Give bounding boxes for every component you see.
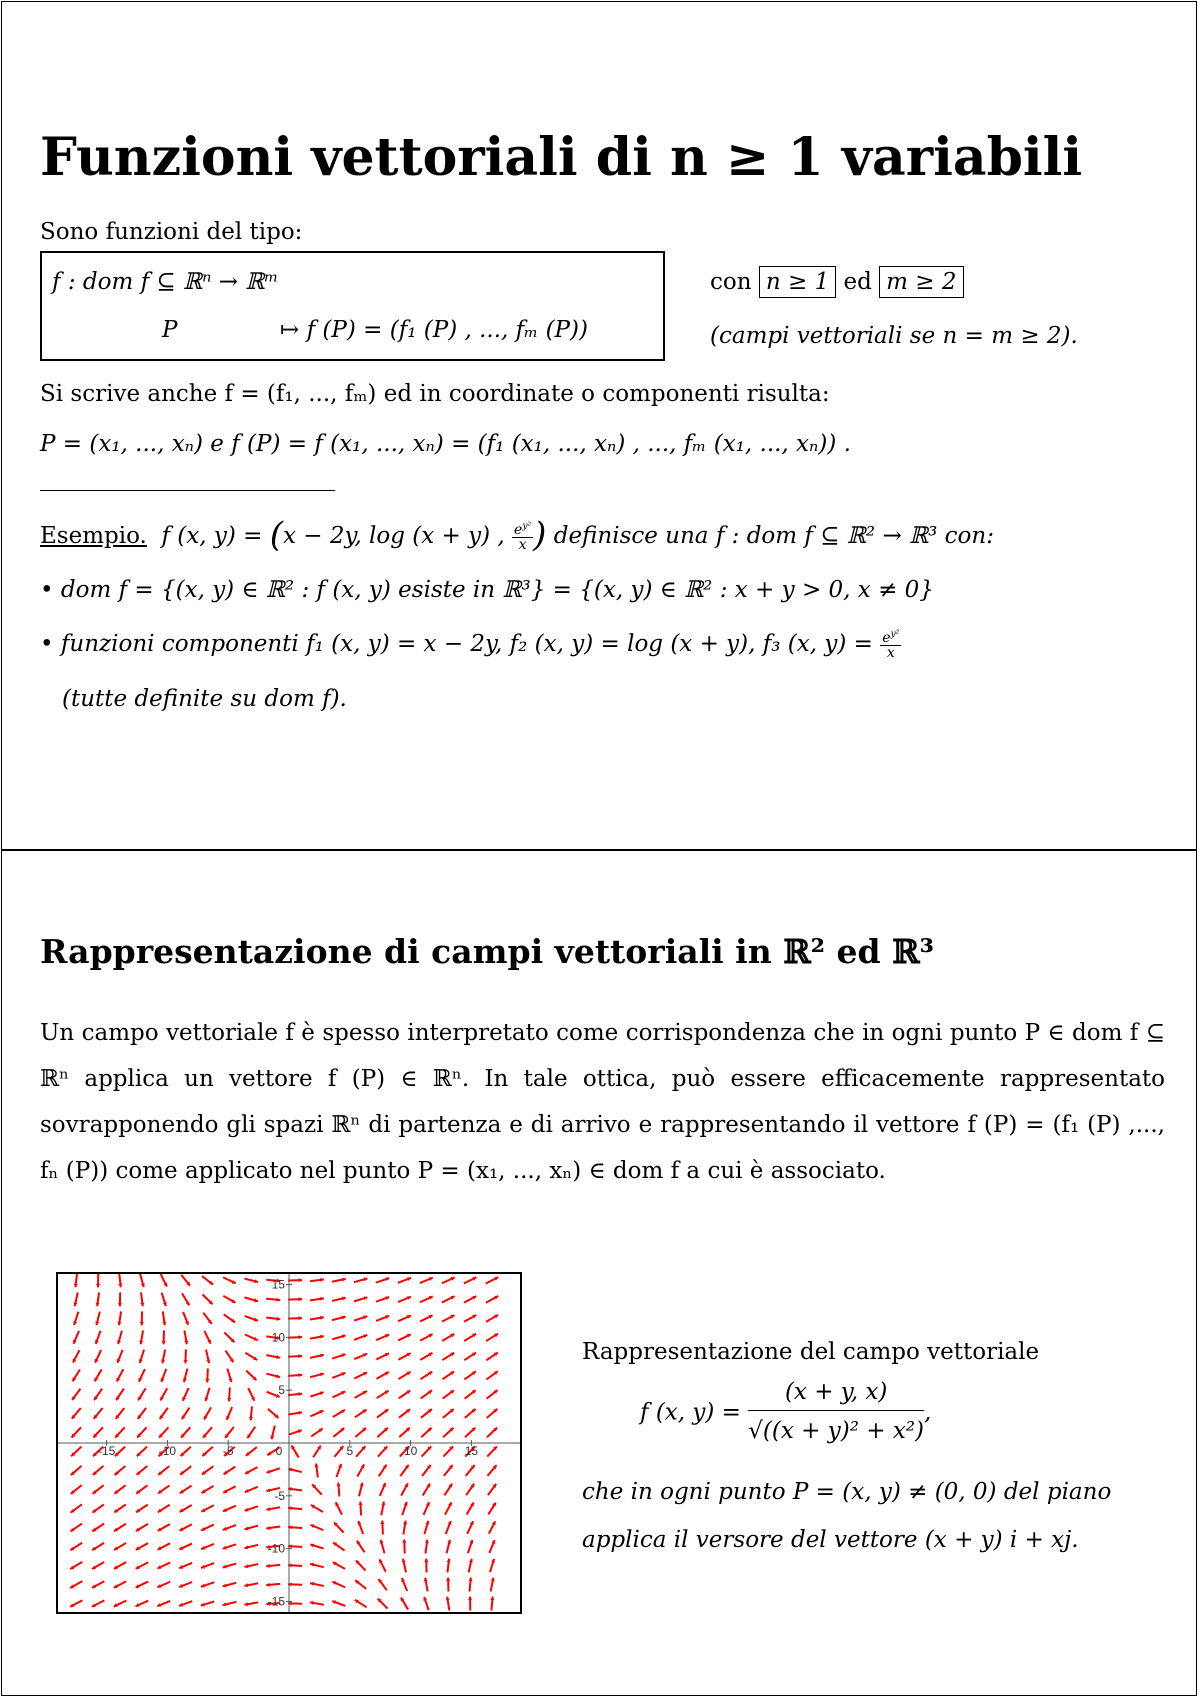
field-arrowhead <box>468 1578 472 1582</box>
field-arrowhead <box>118 1284 122 1288</box>
campi-note: (campi vettoriali se n = m ≥ 2). <box>710 323 1078 349</box>
field-arrowhead <box>468 1597 472 1600</box>
y-tick-label: 5 <box>278 1383 285 1398</box>
definition-line-1: f : dom f ⊆ ℝⁿ → ℝᵐ <box>52 269 279 295</box>
bullet-icon: • <box>40 577 54 603</box>
bullet-components <box>40 630 901 660</box>
field-arrowhead <box>299 1278 302 1282</box>
field-arrowhead <box>447 1559 451 1563</box>
separator-rule <box>40 490 335 491</box>
x-tick-label: 0 <box>275 1444 283 1458</box>
field-arrowhead <box>490 1597 494 1601</box>
scrive-line: Si scrive anche f = (f₁, ..., fₘ) ed in coordinate o componenti risulta: <box>40 381 830 407</box>
bullet-dom <box>40 576 934 604</box>
field-arrowhead <box>446 1578 450 1581</box>
field-arrowhead <box>299 1335 303 1339</box>
bullet-dom-text: dom f = {(x, y) ∈ ℝ² : f (x, y) esiste in ℝ³} = {(x, y) ∈ ℝ² : x + y > 0, x ≠ 0} <box>60 577 934 603</box>
x-tick-label: -5 <box>222 1444 234 1458</box>
field-arrowhead <box>183 1360 187 1363</box>
bullet-components-text: funzioni componenti f₁ (x, y) = x − 2y, f₂ (x, y) = log (x + y), f₃ (x, y) = <box>60 631 873 657</box>
definition-line-2-point: P <box>162 317 178 343</box>
field-arrowhead <box>299 1354 303 1358</box>
esempio-formula: f (x, y) = (x − 2y, log (x + y) , $\frac{e^{y^2}}{x}$ ) <box>154 515 547 555</box>
field-arrowhead <box>205 1379 209 1383</box>
ed-word: ed <box>843 269 872 295</box>
field-arrowhead <box>266 1583 270 1587</box>
caption-line-2: che in ogni punto P = (x, y) ≠ (0, 0) del piano <box>582 1479 1112 1505</box>
field-arrowhead <box>162 1341 166 1344</box>
coordinate-line: P = (x₁, ..., xₙ) e f (P) = f (x₁, ..., xₙ) = (f₁ (x₁, ..., xₙ) , ..., fₘ (x₁, ..., xₙ)) . <box>40 431 851 457</box>
field-arrowhead <box>249 1417 253 1421</box>
esempio-label: Esempio. <box>40 523 147 549</box>
field-arrowhead <box>118 1303 122 1306</box>
formula-numerator: (x + y, x) <box>748 1374 924 1411</box>
field-arrowhead <box>140 1322 144 1325</box>
slide2-title: Rappresentazione di campi vettoriali in ℝ² ed ℝ³ <box>40 932 934 971</box>
formula-denominator: √((x + y)² + x²) <box>748 1418 924 1444</box>
field-arrowhead <box>298 1373 302 1377</box>
field-arrowhead <box>140 1303 144 1307</box>
x-tick-label: 10 <box>403 1444 418 1458</box>
slide1-title: Funzioni vettoriali di n ≥ 1 variabili <box>40 127 1083 188</box>
field-arrowhead <box>266 1564 270 1568</box>
y-tick-label: -5 <box>274 1488 285 1503</box>
field-arrowhead <box>299 1316 303 1320</box>
field-arrowhead <box>276 1317 280 1321</box>
bullet-icon: • <box>40 631 54 657</box>
tutte-line: (tutte definite su dom f). <box>62 686 347 712</box>
formula-lhs: f (x, y) = <box>640 1399 741 1426</box>
caption-line-3: applica il versore del vettore (x + y) i + xj. <box>582 1527 1079 1553</box>
vector-field-chart <box>56 1272 522 1614</box>
conditions <box>710 266 964 298</box>
field-arrowhead <box>424 1559 428 1562</box>
y-tick-label: 15 <box>271 1277 285 1292</box>
y-tick-label: -15 <box>267 1594 285 1609</box>
x-tick-label: -15 <box>97 1444 116 1458</box>
field-arrowhead <box>74 1284 78 1288</box>
condition-m-box: m ≥ 2 <box>879 266 963 298</box>
field-arrowhead <box>277 1298 281 1302</box>
condition-n-box: n ≥ 1 <box>759 266 836 298</box>
x-tick-label: -10 <box>158 1444 177 1458</box>
x-tick-label: 5 <box>346 1444 354 1458</box>
field-arrowhead <box>380 1521 384 1525</box>
y-tick-label: -10 <box>267 1541 285 1556</box>
field-arrowhead <box>299 1297 302 1301</box>
field-arrowhead <box>358 1501 362 1505</box>
esempio-line <box>40 515 994 555</box>
con-word: con <box>710 269 752 295</box>
field-arrowhead <box>227 1398 231 1402</box>
y-tick-label: 10 <box>271 1330 285 1345</box>
definition-line-2-map: ↦ f (P) = (f₁ (P) , ..., fₘ (P)) <box>280 317 588 343</box>
field-arrowhead <box>298 1392 302 1396</box>
field-arrowhead <box>337 1482 341 1486</box>
formula-fraction <box>748 1374 924 1451</box>
slide1-intro: Sono funzioni del tipo: <box>40 219 303 245</box>
caption-line-1: Rappresentazione del campo vettoriale <box>582 1339 1040 1365</box>
x-tick-label: 15 <box>464 1444 479 1458</box>
f3-fraction: $\frac{e^{y^2}}{x}$ <box>882 629 900 661</box>
slide2-paragraph: Un campo vettoriale f è spesso interpretato come corrispondenza che in ogni punto P ∈ dom f ⊆ ℝⁿ applica un vettore f (P) ∈ ℝⁿ. In tale ottica, può essere efficacemente rappresentato sovrapponendo gli spazi ℝⁿ di partenza e di arrivo e rappresentando il vettore f (P) = (f₁ (P) ,..., fₙ (P)) come applicato nel punto P = (x₁, ..., xₙ) ∈ dom f a cui è associato. <box>40 1020 1165 1184</box>
field-arrowhead <box>402 1540 406 1543</box>
esempio-tail: definisce una f : dom f ⊆ ℝ² → ℝ³ con: <box>553 523 994 549</box>
field-arrowhead <box>96 1284 100 1287</box>
vector-field-svg <box>58 1274 520 1612</box>
caption-formula: f (x, y) = $\frac{(x + y, x)}{\text{√((x + y)² + x²)}}$ , <box>640 1374 931 1451</box>
